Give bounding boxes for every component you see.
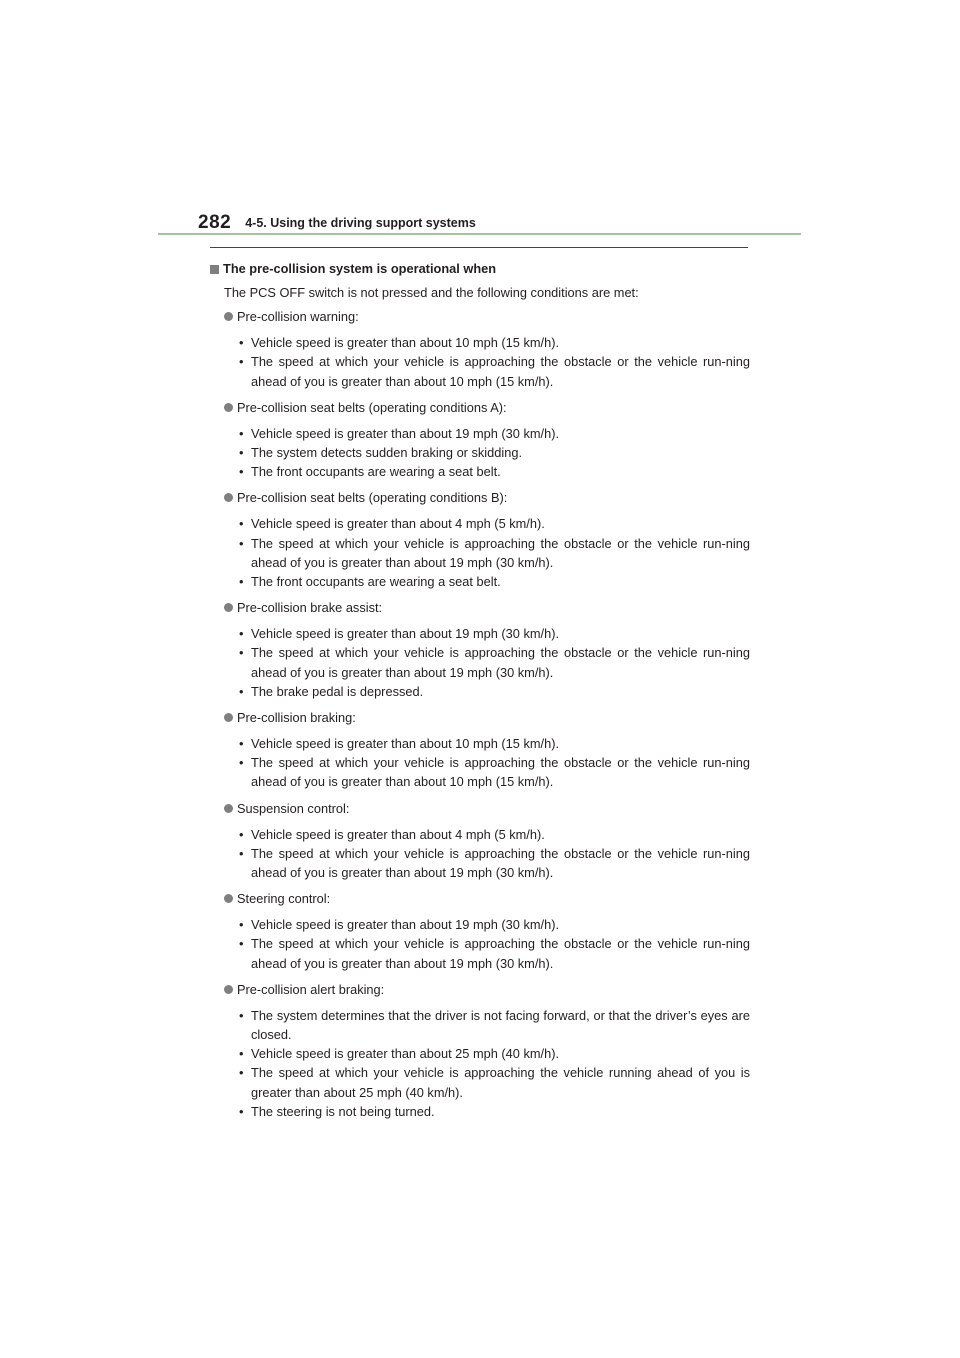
group-title-text: Pre-collision seat belts (operating conditions B):	[237, 490, 508, 506]
chapter-title: 4-5. Using the driving support systems	[245, 216, 476, 230]
condition-item: • The front occupants are wearing a seat belt.	[251, 462, 750, 481]
condition-item: • Vehicle speed is greater than about 10 mph (15 km/h).	[251, 734, 750, 753]
group-title	[224, 980, 750, 999]
condition-item: • Vehicle speed is greater than about 19 mph (30 km/h).	[251, 424, 750, 443]
circle-bullet-icon	[224, 713, 233, 722]
circle-bullet-icon	[224, 403, 233, 412]
condition-group	[210, 708, 750, 792]
condition-item: • The speed at which your vehicle is approaching the obstacle or the vehicle run-ning ahead of you is greater than about 19 mph (30 km/h).	[251, 934, 750, 972]
condition-item: • Vehicle speed is greater than about 10 mph (15 km/h).	[251, 333, 750, 352]
group-title-text: Suspension control:	[237, 800, 350, 816]
condition-item: • The speed at which your vehicle is approaching the vehicle running ahead of you is greater than about 25 mph (40 km/h).	[251, 1063, 750, 1101]
group-title-text: Pre-collision warning:	[237, 309, 359, 325]
condition-item: • The brake pedal is depressed.	[251, 682, 750, 701]
condition-item: • Vehicle speed is greater than about 19 mph (30 km/h).	[251, 624, 750, 643]
group-title-text: Pre-collision seat belts (operating conditions A):	[237, 399, 507, 415]
group-title	[224, 307, 750, 326]
condition-group	[210, 307, 750, 391]
content-rule	[210, 247, 748, 248]
group-title	[224, 488, 750, 507]
group-title	[224, 799, 750, 818]
condition-item: • The steering is not being turned.	[251, 1102, 750, 1121]
condition-item: • The system determines that the driver is not facing forward, or that the driver’s eyes are closed.	[251, 1006, 750, 1044]
circle-bullet-icon	[224, 312, 233, 321]
group-title	[224, 889, 750, 908]
condition-item: • The speed at which your vehicle is approaching the obstacle or the vehicle run-ning ahead of you is greater than about 19 mph (30 km/h).	[251, 643, 750, 681]
group-title-text: Pre-collision alert braking:	[237, 981, 385, 997]
condition-item: • The front occupants are wearing a seat belt.	[251, 572, 750, 591]
condition-item: • Vehicle speed is greater than about 4 mph (5 km/h).	[251, 825, 750, 844]
condition-group	[210, 799, 750, 883]
group-title	[224, 708, 750, 727]
square-bullet-icon	[210, 265, 219, 274]
condition-item: • Vehicle speed is greater than about 25 mph (40 km/h).	[251, 1044, 750, 1063]
group-title	[224, 598, 750, 617]
condition-item: • The speed at which your vehicle is approaching the obstacle or the vehicle run-ning ahead of you is greater than about 10 mph (15 km/h).	[251, 753, 750, 791]
condition-group	[210, 598, 750, 701]
group-title-text: Steering control:	[237, 891, 331, 907]
condition-item: • The speed at which your vehicle is approaching the obstacle or the vehicle run-ning ahead of you is greater than about 10 mph (15 km/h).	[251, 352, 750, 390]
condition-item: • Vehicle speed is greater than about 4 mph (5 km/h).	[251, 514, 750, 533]
condition-item: • The speed at which your vehicle is approaching the obstacle or the vehicle run-ning ahead of you is greater than about 19 mph (30 km/h).	[251, 844, 750, 882]
section-intro: The PCS OFF switch is not pressed and the following conditions are met:	[224, 285, 639, 300]
page-number: 282	[198, 212, 232, 233]
page-header	[198, 203, 476, 233]
circle-bullet-icon	[224, 985, 233, 994]
condition-item: • Vehicle speed is greater than about 19 mph (30 km/h).	[251, 915, 750, 934]
condition-group	[210, 398, 750, 482]
circle-bullet-icon	[224, 603, 233, 612]
section-content	[210, 258, 750, 1121]
circle-bullet-icon	[224, 493, 233, 502]
header-rule	[158, 233, 801, 235]
condition-item: • The system detects sudden braking or skidding.	[251, 443, 750, 462]
section-heading-text: The pre-collision system is operational when	[223, 261, 497, 277]
group-title-text: Pre-collision braking:	[237, 709, 356, 725]
condition-group	[210, 889, 750, 973]
section-heading	[210, 258, 750, 280]
circle-bullet-icon	[224, 804, 233, 813]
condition-item: • The speed at which your vehicle is approaching the obstacle or the vehicle run-ning ahead of you is greater than about 19 mph (30 km/h).	[251, 534, 750, 572]
condition-group	[210, 980, 750, 1121]
condition-group	[210, 488, 750, 591]
group-title-text: Pre-collision brake assist:	[237, 600, 383, 616]
group-title	[224, 398, 750, 417]
circle-bullet-icon	[224, 894, 233, 903]
